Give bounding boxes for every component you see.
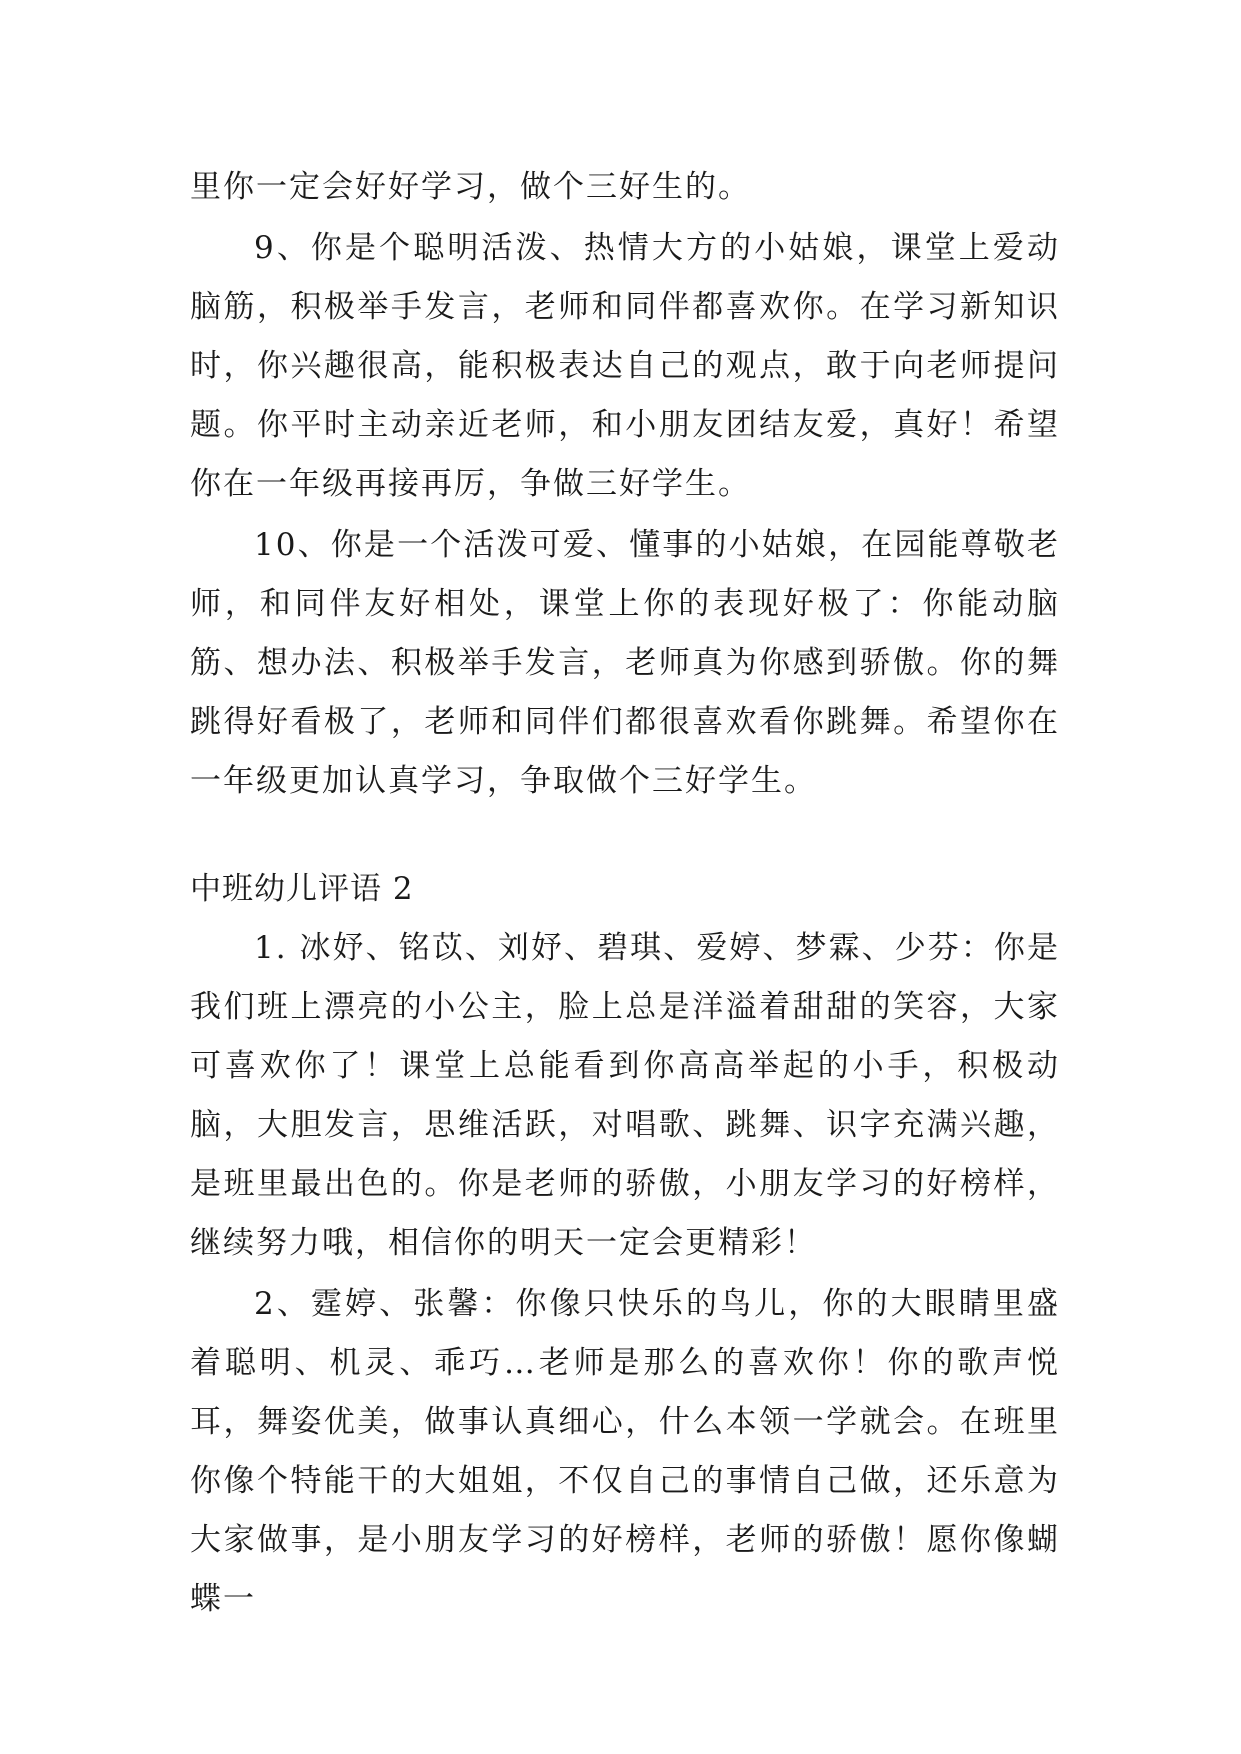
section-2-paragraph-2: 2、霆婷、张馨：你像只快乐的鸟儿，你的大眼睛里盛着聪明、机灵、乖巧…老师是那么的喜欢你！你的歌声悦耳，舞姿优美，做事认真细心，什么本领一学就会。在班里你像个特能干的大姐姐，不仅自己的事情自己做，还乐意为大家做事，是小朋友学习的好榜样，老师的骄傲！愿你像蝴蝶一	[190, 1286, 1060, 1617]
section-2-heading: 中班幼儿评语 2	[190, 871, 414, 907]
continuation-paragraph: 里你一定会好好学习，做个三好生的。	[190, 169, 751, 205]
paragraph-10: 10、你是一个活泼可爱、懂事的小姑娘，在园能尊敬老师，和同伴友好相处，课堂上你的表现好极了：你能动脑筋、想办法、积极举手发言，老师真为你感到骄傲。你的舞跳得好看极了，老师和同伴们都很喜欢看你跳舞。希望你在一年级更加认真学习，争取做个三好学生。	[190, 527, 1060, 799]
section-2-body	[190, 919, 1060, 1629]
section-2-paragraph-1: 1. 冰妤、铭苡、刘妤、碧琪、爱婷、梦霖、少芬：你是我们班上漂亮的小公主，脸上总是洋溢着甜甜的笑容，大家可喜欢你了！课堂上总能看到你高高举起的小手，积极动脑，大胆发言，思维活跃，对唱歌、跳舞、识字充满兴趣，是班里最出色的。你是老师的骄傲，小朋友学习的好榜样，继续努力哦，相信你的明天一定会更精彩！	[190, 930, 1060, 1261]
section-1-body	[190, 158, 1060, 811]
paragraph-9: 9、你是个聪明活泼、热情大方的小姑娘，课堂上爱动脑筋，积极举手发言，老师和同伴都喜欢你。在学习新知识时，你兴趣很高，能积极表达自己的观点，敢于向老师提问题。你平时主动亲近老师，和小朋友团结友爱，真好！希望你在一年级再接再厉，争做三好学生。	[190, 230, 1060, 502]
